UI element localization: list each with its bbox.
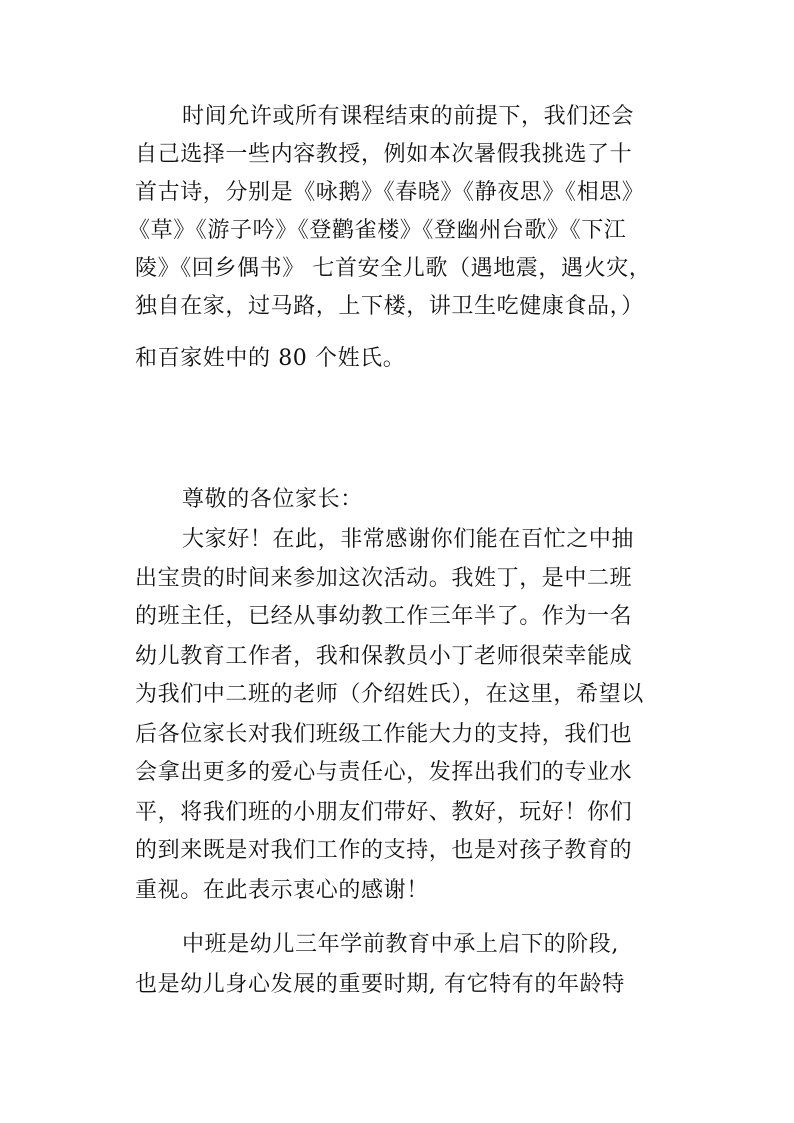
paragraph-line: 《草》《游子吟》《登鹳雀楼》《登幽州台歌》《下江 [128, 218, 627, 243]
paragraph-line: 首古诗，分别是《咏鹅》《春晓》《静夜思》《相思》 [135, 180, 645, 205]
paragraph-line: 独自在家，过马路，上下楼，讲卫生吃健康食品，） [135, 294, 644, 319]
paragraph-line: 出宝贵的时间来参加这次活动。我姓丁，是中二班 [135, 566, 633, 591]
paragraph-line: 的班主任，已经从事幼教工作三年半了。作为一名 [135, 604, 633, 629]
paragraph-line: 和百家姓中的 80 个姓氏。 [135, 346, 406, 371]
paragraph-line: 重视。在此表示衷心的感谢！ [135, 878, 429, 903]
paragraph-line: 中班是幼儿三年学前教育中承上启下的阶段, [182, 932, 619, 957]
paragraph-line: 为我们中二班的老师（介绍姓氏），在这里，希望以 [135, 682, 644, 707]
letter-greeting: 尊敬的各位家长： [182, 487, 363, 512]
paragraph-line: 也是幼儿身心发展的重要时期, 有它特有的年龄特 [135, 972, 625, 997]
paragraph-line: 陵》《回乡偶书》 七首安全儿歌（遇地震，遇火灾， [135, 256, 652, 281]
paragraph-line: 幼儿教育工作者，我和保教员小丁老师很荣幸能成 [135, 644, 633, 669]
paragraph-line: 平，将我们班的小朋友们带好、教好，玩好！你们 [135, 800, 633, 825]
paragraph-line: 会拿出更多的爱心与责任心，发挥出我们的专业水 [135, 760, 633, 785]
paragraph-line: 后各位家长对我们班级工作能大力的支持，我们也 [135, 722, 633, 747]
paragraph-line: 的到来既是对我们工作的支持，也是对孩子教育的 [135, 838, 633, 863]
paragraph-line: 大家好！在此，非常感谢你们能在百忙之中抽 [182, 527, 635, 552]
paragraph-line: 时间允许或所有课程结束的前提下，我们还会 [182, 104, 635, 129]
paragraph-line: 自己选择一些内容教授，例如本次暑假我挑选了十 [135, 142, 633, 167]
